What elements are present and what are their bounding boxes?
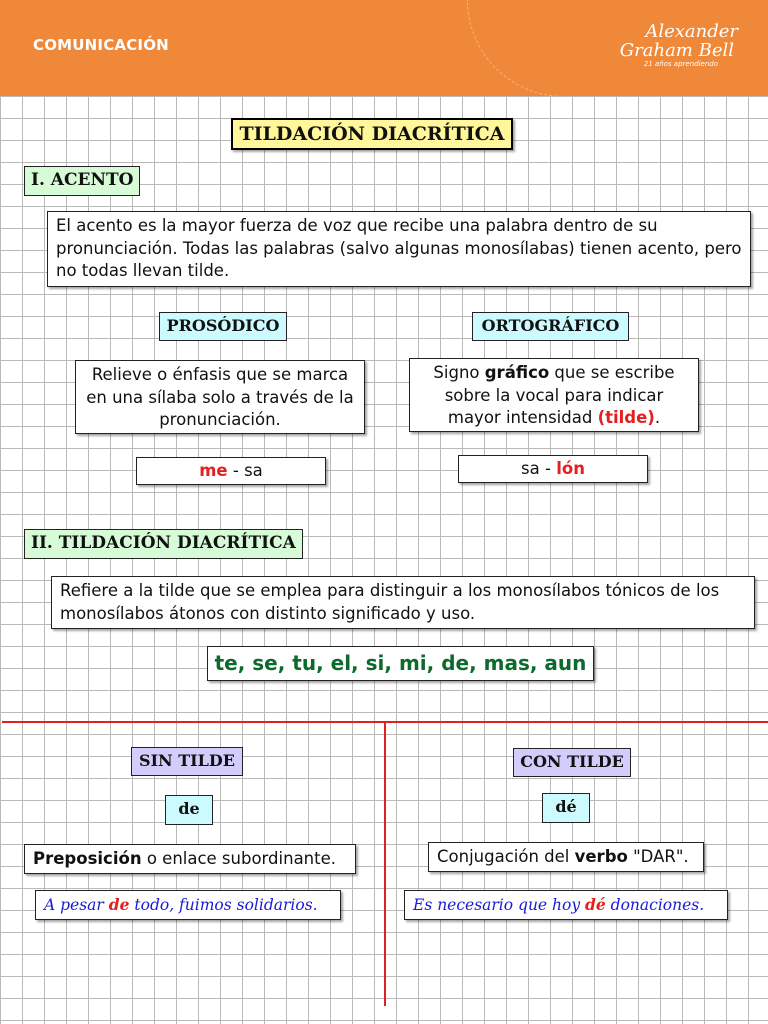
con-tilde-def-bold: verbo (574, 847, 628, 866)
subject-title: COMUNICACIÓN (33, 36, 169, 54)
sin-tilde-label: SIN TILDE (131, 747, 243, 776)
ortografico-text-pre: Signo (433, 363, 485, 382)
con-tilde-definition (428, 842, 704, 872)
ortografico-example-rest: sa (521, 459, 540, 478)
ortografico-text-red: (tilde) (597, 408, 655, 427)
ortografico-example-sep: - (539, 459, 557, 478)
con-tilde-def-pre: Conjugación del (437, 847, 575, 866)
vertical-divider (384, 722, 386, 1006)
con-tilde-ex-word: dé (585, 895, 606, 914)
sin-tilde-def-rest: o enlace subordinante. (141, 849, 337, 868)
con-tilde-word: dé (542, 793, 590, 823)
con-tilde-ex-post: donaciones. (605, 896, 705, 914)
page-title: TILDACIÓN DIACRÍTICA (231, 118, 513, 150)
monosyllable-list: te, se, tu, el, si, mi, de, mas, aun (207, 646, 594, 681)
prosodico-definition: Relieve o énfasis que se marca en una sílaba solo a través de la pronunciación. (75, 360, 365, 434)
sin-tilde-ex-pre: A pesar (44, 896, 109, 914)
sin-tilde-word: de (165, 795, 213, 825)
ortografico-text-end: . (654, 408, 661, 427)
brand-tagline: 21 años aprendiendo (643, 60, 718, 68)
prosodico-example-sep: - (227, 461, 245, 480)
section-heading-acento: I. ACENTO (24, 166, 140, 196)
sin-tilde-ex-post: todo, fuimos solidarios. (129, 896, 318, 914)
sin-tilde-example (35, 890, 341, 920)
ortografico-text-mid: que se escribe sobre la vocal para indicar mayor intensidad (444, 363, 675, 427)
acento-definition: El acento es la mayor fuerza de voz que recibe una palabra dentro de su pronunciación. Todas las palabras (salvo algunas monosílabas) tienen acento, pero no todas llevan tilde. (47, 211, 751, 287)
school-logo (620, 22, 738, 68)
ortografico-example (458, 455, 648, 483)
sin-tilde-ex-word: de (108, 895, 130, 914)
ortografico-definition (409, 358, 699, 432)
prosodico-example (136, 457, 326, 485)
ortografico-text-bold: gráfico (484, 363, 550, 382)
brand-line-2: Graham Bell (619, 40, 734, 61)
ortografico-example-stressed: lón (556, 459, 585, 478)
diacritica-definition: Refiere a la tilde que se emplea para distinguir a los monosílabos tónicos de los monosílabos átonos con distinto significado y uso. (51, 576, 755, 629)
ortografico-label: ORTOGRÁFICO (472, 312, 629, 341)
prosodico-label: PROSÓDICO (159, 312, 287, 341)
con-tilde-def-post: "DAR". (627, 847, 689, 866)
sin-tilde-definition (24, 844, 356, 874)
brand-line-1: Alexander (645, 21, 738, 42)
section-heading-diacritica: II. TILDACIÓN DIACRÍTICA (24, 529, 303, 559)
page-header (0, 0, 768, 96)
con-tilde-ex-pre: Es necesario que hoy (413, 896, 586, 914)
prosodico-example-rest: sa (244, 461, 263, 480)
prosodico-example-stressed: me (199, 461, 228, 480)
con-tilde-label: CON TILDE (513, 748, 631, 777)
sin-tilde-def-bold: Preposición (33, 849, 142, 868)
con-tilde-example (404, 890, 728, 920)
